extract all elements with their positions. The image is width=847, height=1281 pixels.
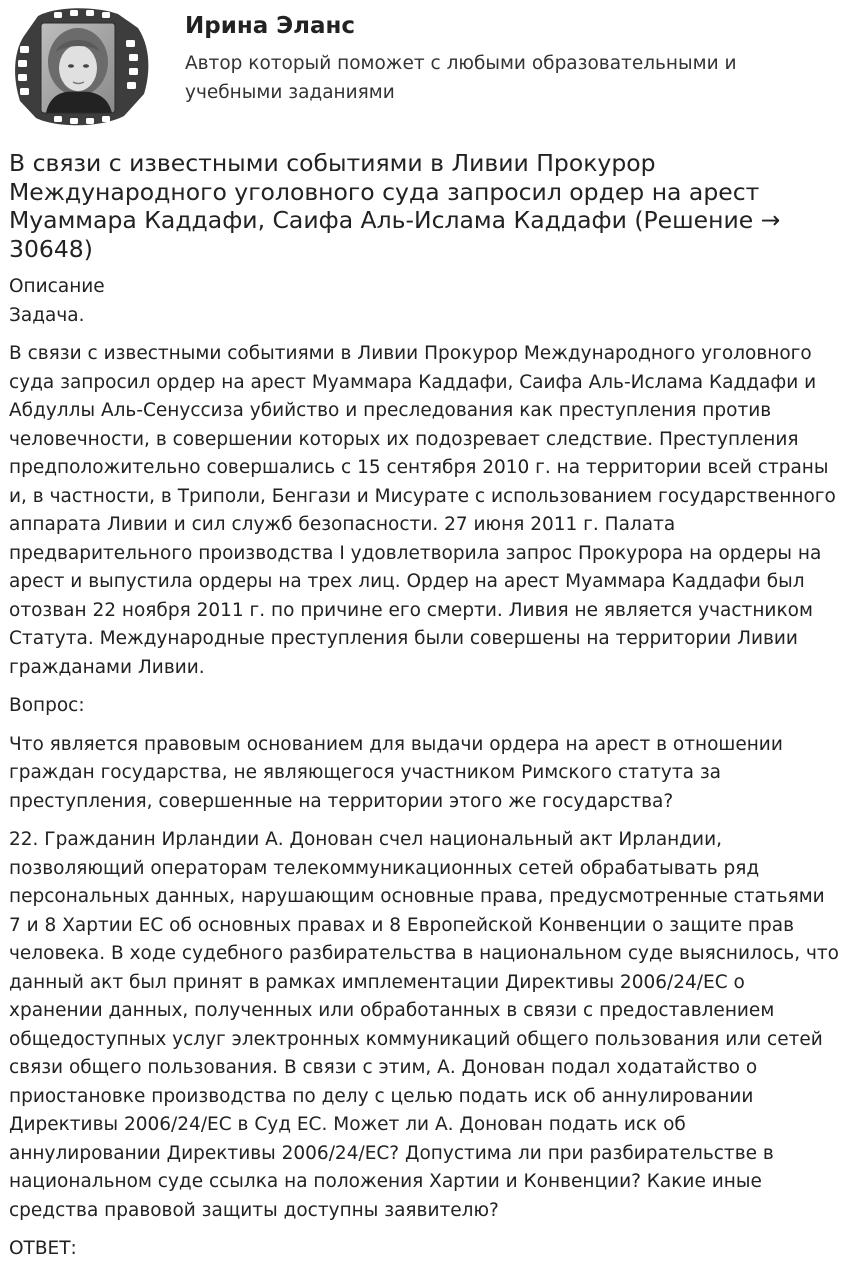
task-paragraph: В связи с известными событиями в Ливии Прокурор Международного уголовного суда запросил ордер на арест Муаммара Каддафи, Саифа Аль-Ислама Каддафи и Абдуллы Аль-Сенуссиза убийство и преследования как преступления против человечности, в совершении которых их подозревает следствие. Преступления предположительно совершались с 15 сентября 2010 г. на территории всей страны и, в частности, в Триполи, Бенгази и Мисурате с использованием государственного аппарата Ливии и сил служб безопасности. 27 июня 2011 г. Палата предварительного производства I удовлетворила запрос Прокурора на ордеры на арест и выпустила ордеры на трех лиц. Ордер на арест Муаммара Каддафи был отозван 22 ноября 2011 г. по причине его смерти. Ливия не является участником Статута. Международные преступления были совершены на территории Ливии гражданами Ливии. [9,343,836,678]
author-bio: Автор который поможет с любыми образовательными и учебными заданиями [185,53,737,103]
task-label: Задача. [9,304,85,326]
task-content [9,273,841,1264]
author-card [0,0,847,135]
description-label: Описание [9,276,105,297]
avatar-photo-icon [41,23,115,113]
author-name[interactable]: Ирина Эланс [185,13,356,39]
question-label: Вопрос: [9,695,85,716]
avatar[interactable] [6,6,152,130]
answer-label: ОТВЕТ: [9,1238,77,1259]
question-paragraph: Что является правовым основанием для выдачи ордера на арест в отношении граждан государства, не являющегося участником Римского статута за преступления, совершенные на территории этого же государства? [9,733,783,812]
page-title: В связи с известными событиями в Ливии Прокурор Международного уголовного суда запросил ордер на арест Муаммара Каддафи, Саифа Аль-Ислама Каддафи (Решение → 30648) [9,149,781,263]
task-22-paragraph: 22. Гражданин Ирландии А. Донован счел национальный акт Ирландии, позволяющий операторам телекоммуникационных сетей обрабатывать ряд персональных данных, нарушающим основные права, предусмотренные статьями 7 и 8 Хартии ЕС об основных правах и 8 Европейской Конвенции о защите прав человека. В ходе судебного разбирательства в национальном суде выяснилось, что данный акт был принят в рамках имплементации Директивы 2006/24/ЕС о хранении данных, полученных или обработанных в связи с предоставлением общедоступных услуг электронных коммуникаций общего пользования или сетей связи общего пользования. В связи с этим, А. Донован подал ходатайство о приостановке производства по делу с целью подать иск об аннулировании Директивы 2006/24/ЕС в Суд ЕС. Может ли А. Донован подать иск об аннулировании Директивы 2006/24/ЕС? Допустима ли при разбирательстве в национальном суде ссылка на положения Хартии и Конвенции? Какие иные средства правовой защиты доступны заявителю? [9,829,839,1221]
